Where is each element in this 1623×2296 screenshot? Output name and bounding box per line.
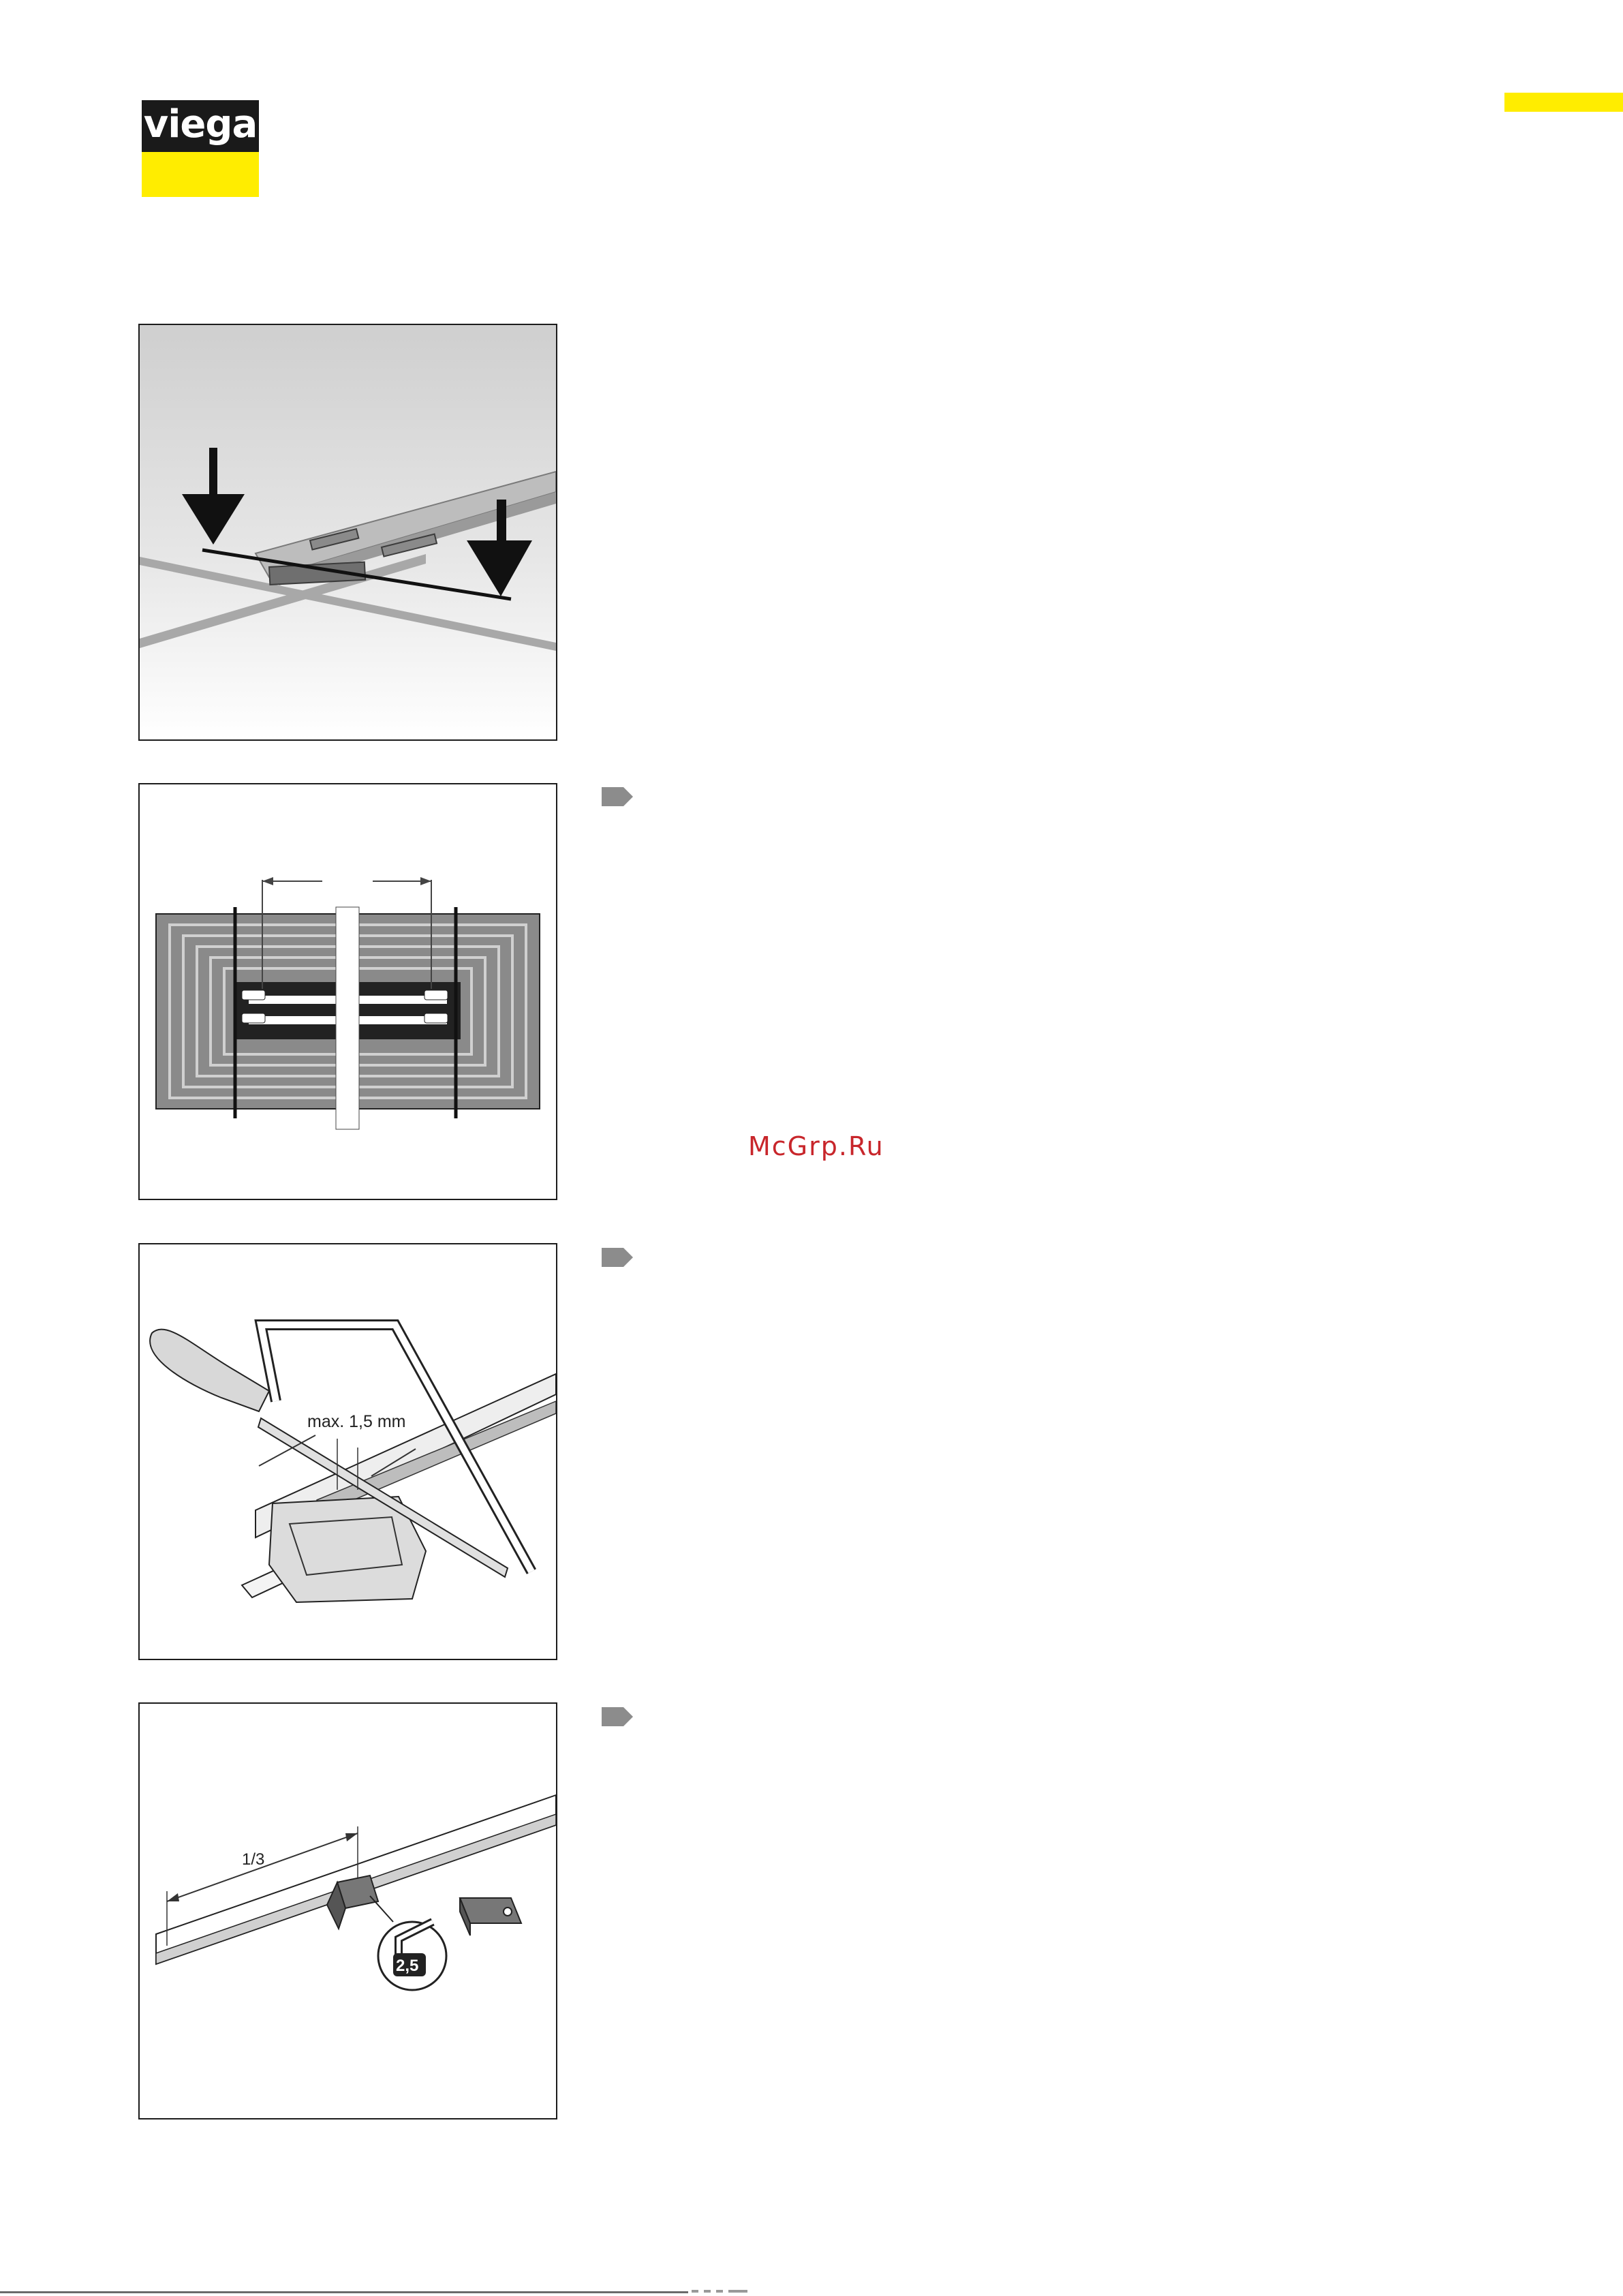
footer-marks	[692, 2289, 767, 2294]
fraction-label: 1/3	[242, 1850, 265, 1869]
figure-3-hacksaw-cut	[138, 1243, 557, 1660]
step-arrow-icon	[602, 1248, 633, 1267]
watermark-text: McGrp.Ru	[748, 1131, 884, 1161]
step-arrow-icon	[602, 1707, 633, 1726]
step-arrow-icon	[602, 787, 633, 806]
chapter-tab-marker	[1504, 93, 1623, 112]
figure-4-bracket-position	[138, 1702, 557, 2119]
figure-1-press-strip	[138, 324, 557, 741]
brand-logo: viega	[143, 102, 258, 147]
footer-divider	[0, 2291, 688, 2293]
cut-depth-label: max. 1,5 mm	[307, 1412, 406, 1431]
logo-yellow-band	[142, 152, 259, 197]
tool-size-label: 2,5	[396, 1957, 419, 1975]
figure-2-measurement-view	[138, 783, 557, 1200]
